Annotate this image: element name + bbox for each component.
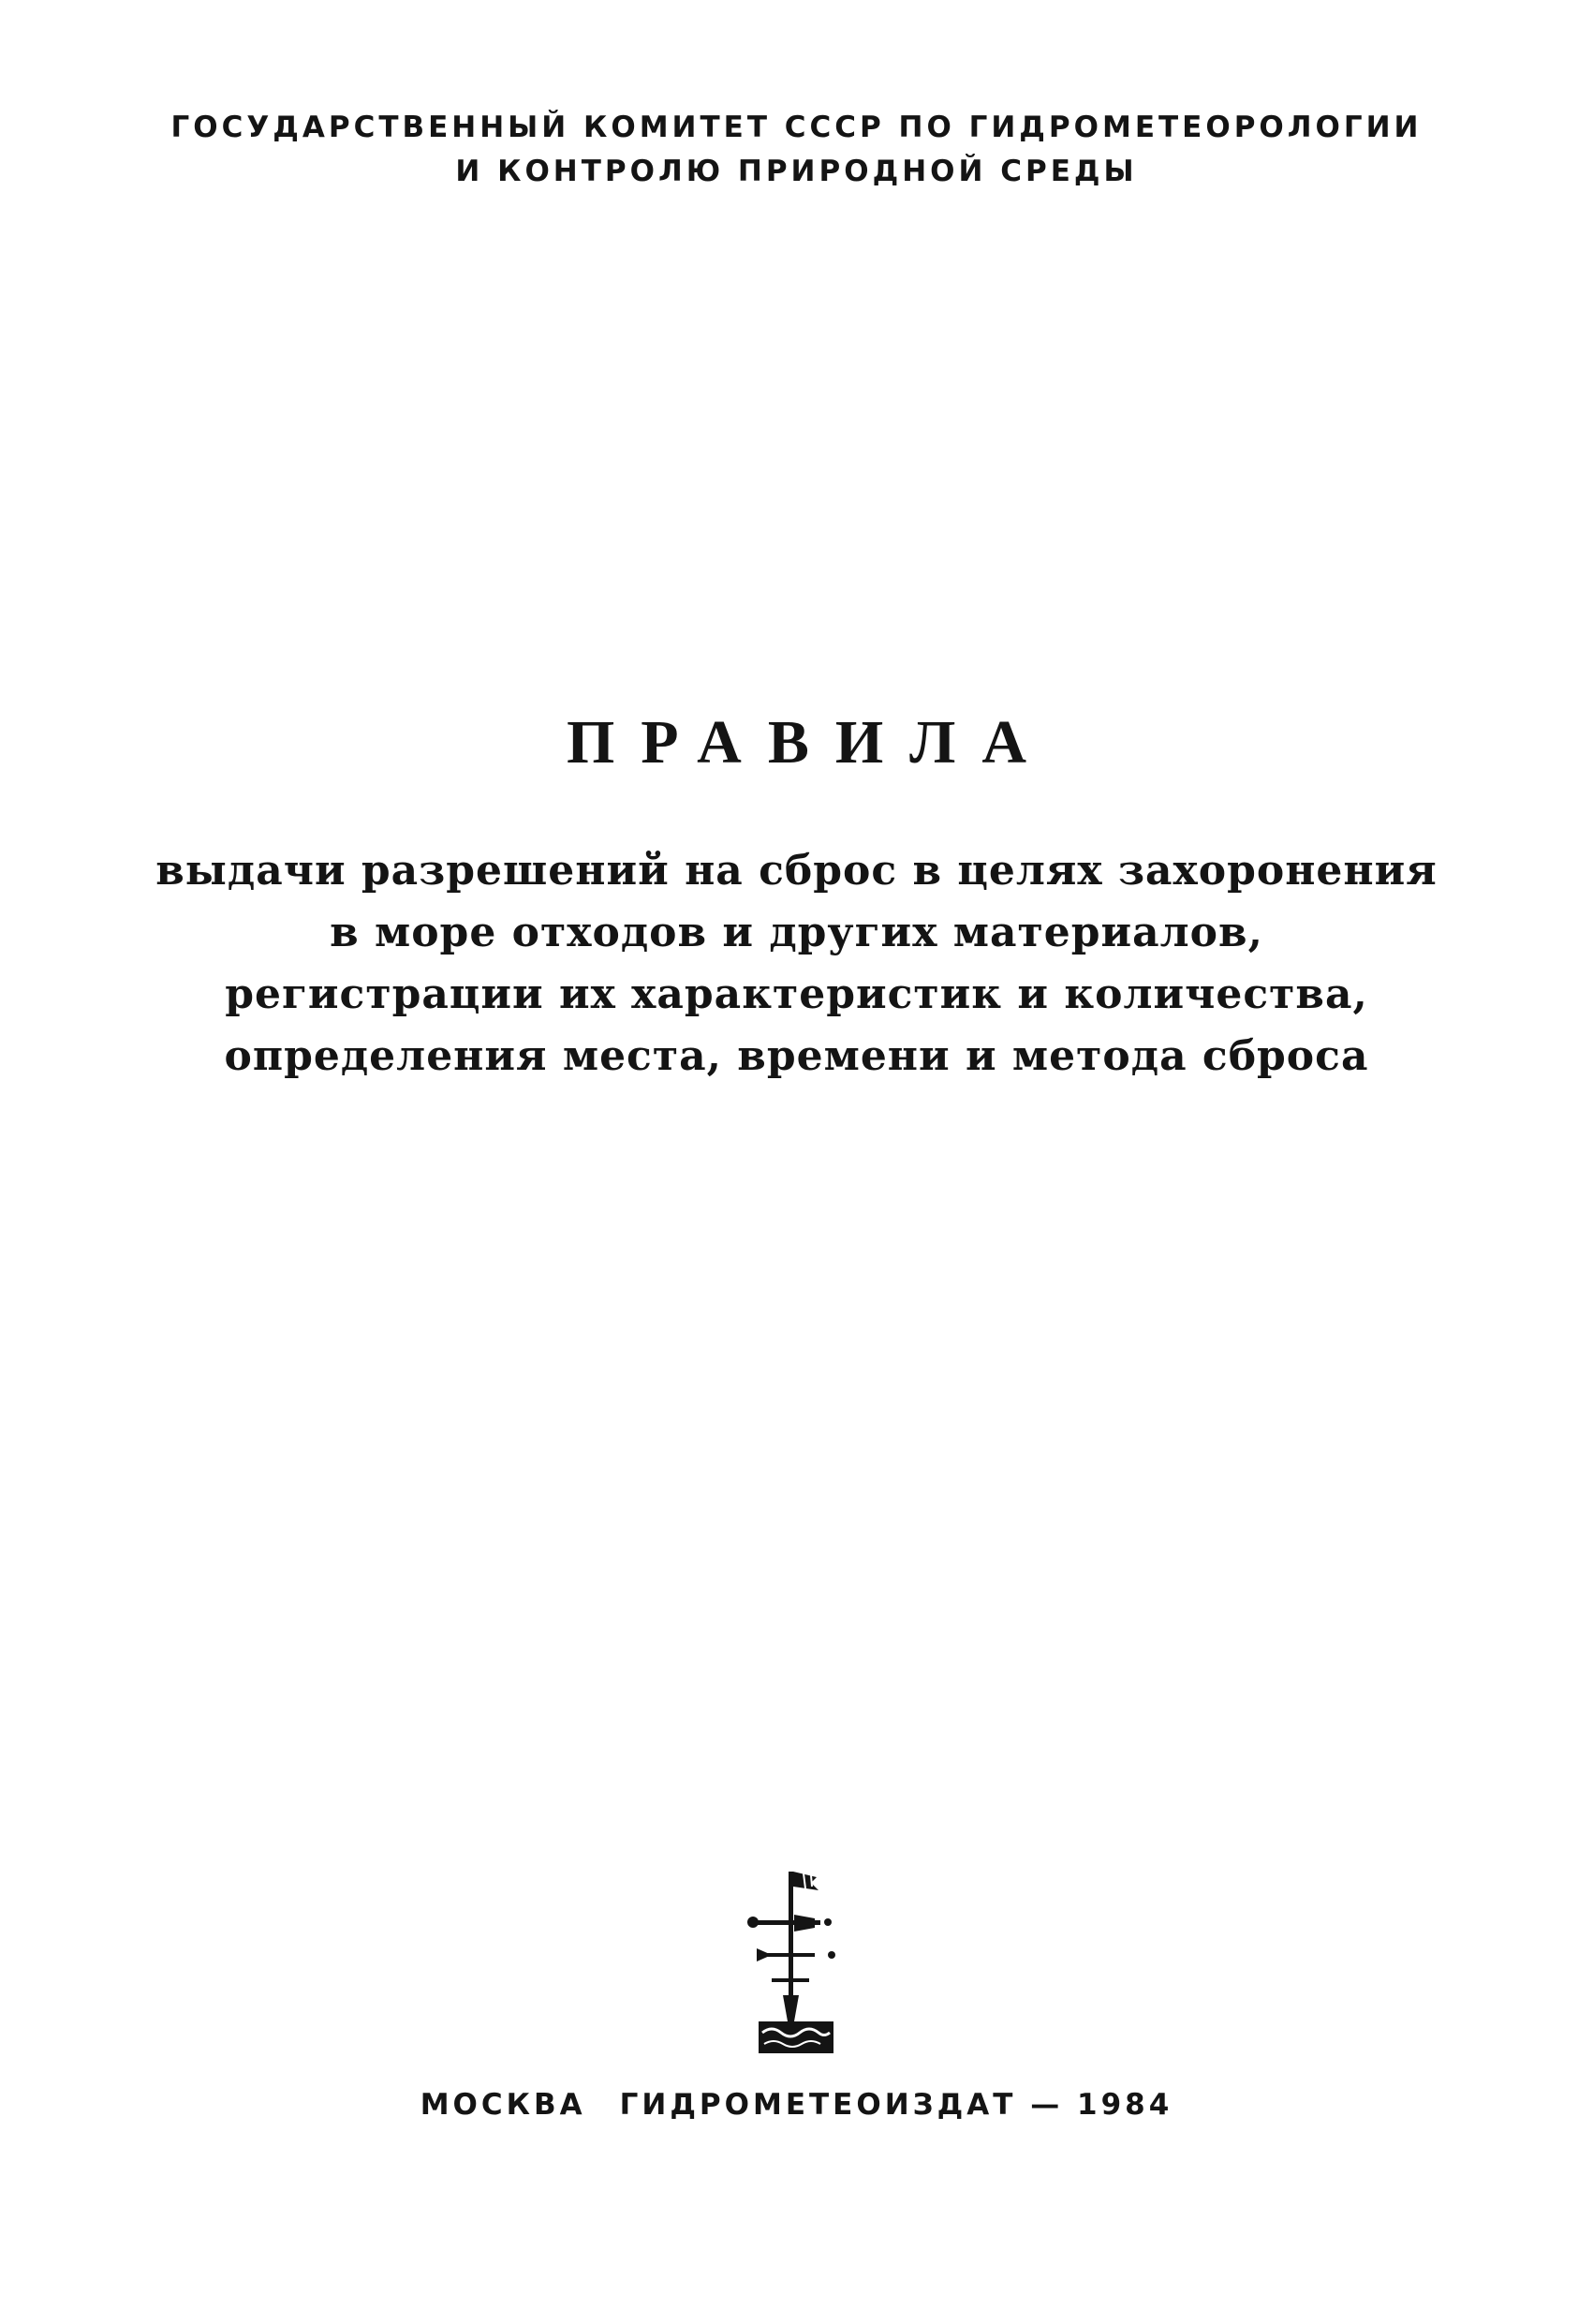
organization-line-2: И КОНТРОЛЮ ПРИРОДНОЙ СРЕДЫ <box>455 155 1138 188</box>
publisher-imprint <box>0 2088 1593 2122</box>
document-title: ПРАВИЛА <box>566 708 1054 777</box>
publisher-name-year: ГИДРОМЕТЕОИЗДАТ — 1984 <box>619 2088 1173 2122</box>
subtitle-line-4: определения места, времени и метода сброса <box>224 1032 1369 1080</box>
subtitle-line-3: регистрации их характеристик и количества, <box>225 970 1368 1018</box>
subtitle-line-2: в море отходов и других материалов, <box>330 909 1263 956</box>
publisher-city: МОСКВА <box>420 2088 586 2122</box>
subtitle-line-1: выдачи разрешений на сброс в целях захоронения <box>155 847 1438 895</box>
organization-line-1: ГОСУДАРСТВЕННЫЙ КОМИТЕТ СССР ПО ГИДРОМЕТЕОРОЛОГИИ <box>170 111 1423 144</box>
weather-vane-emblem-icon <box>730 1855 852 2061</box>
